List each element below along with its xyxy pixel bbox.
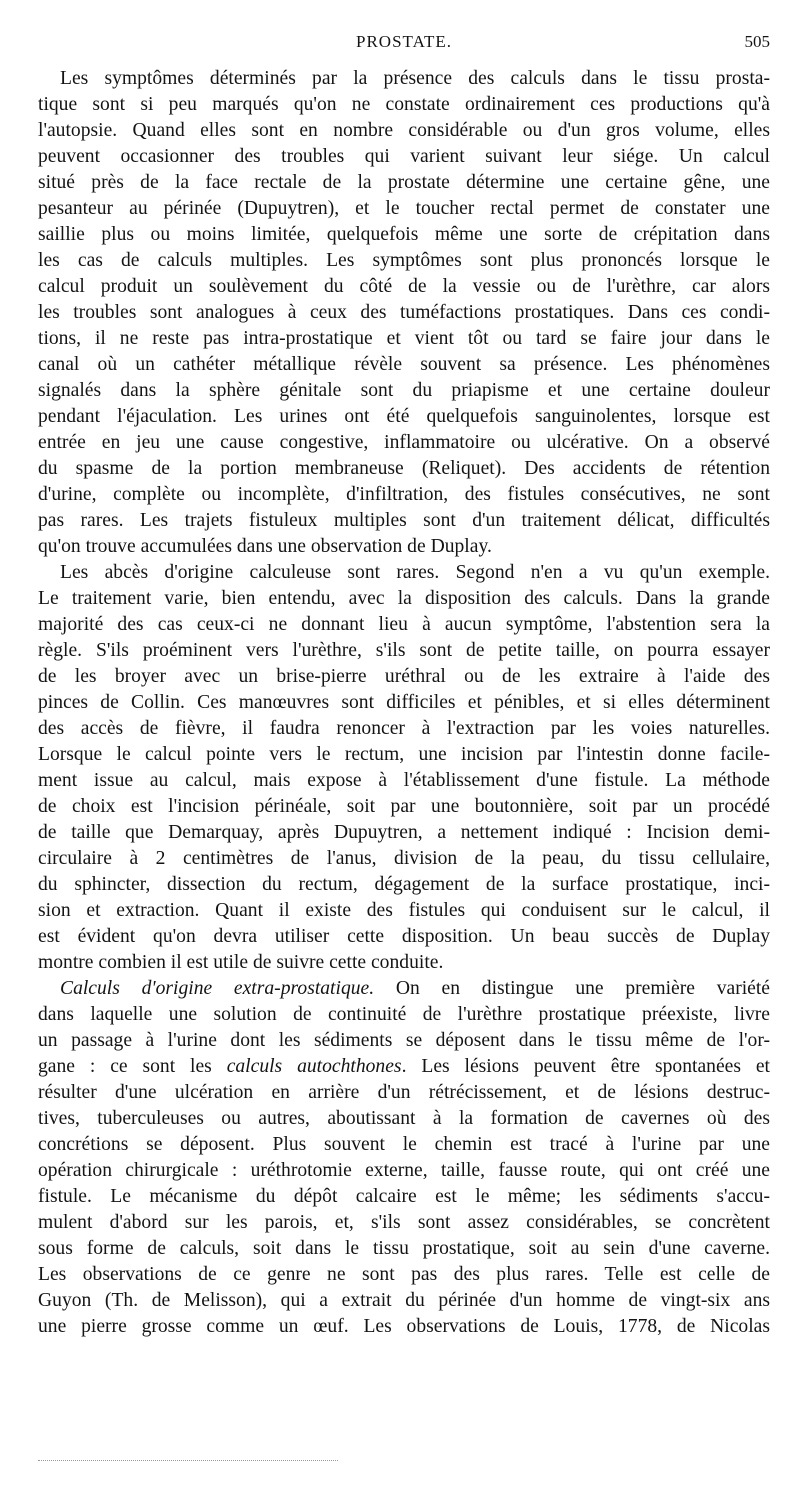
footer-dotted-rule [38, 1460, 338, 1463]
text-line: circulaire à 2 centimètres de l'anus, division de la peau, du tissu cellulaire, [38, 848, 770, 869]
text-line: dans laquelle une solution de continuité de l'urèthre prostatique préexiste, livre [38, 1004, 770, 1025]
text-line: un passage à l'urine dont les sédiments se déposent dans le tissu même de l'or- [38, 1030, 770, 1051]
text-line: du sphincter, dissection du rectum, dégagement de la surface prostatique, inci- [38, 874, 770, 895]
text-line: pas rares. Les trajets fistuleux multiples sont d'un traitement délicat, difficultés [38, 510, 770, 531]
section-heading: Calculs d'origine extra-prostatique. [60, 978, 375, 999]
text-line: du spasme de la portion membraneuse (Reliquet). Des accidents de rétention [38, 458, 770, 479]
term-line-start: gane : ce sont les [38, 1056, 212, 1077]
text-line: tives, tuberculeuses ou autres, aboutissant à la formation de cavernes où des [38, 1108, 770, 1129]
text-line: pesanteur au périnée (Dupuytren), et le toucher rectal permet de constater une [38, 198, 770, 219]
paragraph-symptoms [38, 66, 770, 560]
text-line: est évident qu'on devra utiliser cette disposition. Un beau succès de Duplay [38, 926, 770, 947]
text-line: Les symptômes déterminés par la présence des calculs dans le tissu prosta- [60, 68, 770, 89]
text-line: résulter d'une ulcération en arrière d'un rétrécissement, et de lésions destruc- [38, 1082, 770, 1103]
text-line: tique sont si peu marqués qu'on ne constate ordinairement ces productions qu'à [38, 94, 770, 115]
text-line: de les broyer avec un brise-pierre uréthral ou de les extraire à l'aide des [38, 666, 770, 687]
text-line: mulent d'abord sur les parois, et, s'ils sont assez considérables, se concrètent [38, 1212, 770, 1233]
italic-term: calculs autochthones [226, 1056, 402, 1077]
term-line-end: . Les lésions peuvent être spontanées et [401, 1056, 770, 1077]
text-line: concrétions se déposent. Plus souvent le chemin est tracé à l'urine par une [38, 1134, 770, 1155]
text-line: entrée en jeu une cause congestive, inflammatoire ou ulcérative. On a observé [38, 432, 770, 453]
book-page [38, 0, 770, 1494]
text-line: situé près de la face rectale de la prostate détermine une certaine gêne, une [38, 172, 770, 193]
text-line: les cas de calculs multiples. Les symptômes sont plus prononcés lorsque le [38, 250, 770, 271]
text-line: fistule. Le mécanisme du dépôt calcaire est le même; les sédiments s'accu- [38, 1186, 770, 1207]
text-line: peuvent occasionner des troubles qui varient suivant leur siége. Un calcul [38, 146, 770, 167]
running-head [38, 32, 770, 56]
text-line: Le traitement varie, bien entendu, avec la disposition des calculs. Dans la grande [38, 588, 770, 609]
text-line: qu'on trouve accumulées dans une observation de Duplay. [38, 536, 492, 557]
text-line: de taille que Demarquay, après Dupuytren, a nettement indiqué : Incision demi- [38, 822, 770, 843]
text-line: ment issue au calcul, mais expose à l'établissement d'une fistule. La méthode [38, 770, 770, 791]
text-line: des accès de fièvre, il faudra renoncer à l'extraction par les voies naturelles. [38, 718, 770, 739]
text-line: opération chirurgicale : uréthrotomie externe, taille, fausse route, qui ont créé une [38, 1160, 770, 1181]
paragraph-extra-prostatic-calculi [38, 976, 770, 1340]
running-title: PROSTATE. [356, 32, 452, 51]
page-number: 505 [744, 32, 770, 51]
text-line: pendant l'éjaculation. Les urines ont été quelquefois sanguinolentes, lorsque est [38, 406, 770, 427]
text-line: Les observations de ce genre ne sont pas des plus rares. Telle est celle de [38, 1264, 770, 1285]
text-line: calcul produit un soulèvement du côté de la vessie ou de l'urèthre, car alors [38, 276, 770, 297]
text-line: l'autopsie. Quand elles sont en nombre considérable ou d'un gros volume, elles [38, 120, 770, 141]
text-line: saillie plus ou moins limitée, quelquefois même une sorte de crépitation dans [38, 224, 770, 245]
text-line: Les abcès d'origine calculeuse sont rares. Segond n'en a vu qu'un exemple. [60, 562, 770, 583]
text-line: d'urine, complète ou incomplète, d'infiltration, des fistules consécutives, ne sont [38, 484, 770, 505]
text-line: montre combien il est utile de suivre cette conduite. [38, 952, 444, 973]
text-line: les troubles sont analogues à ceux des tuméfactions prostatiques. Dans ces condi- [38, 302, 770, 323]
text-line: majorité des cas ceux-ci ne donnant lieu à aucun symptôme, l'abstention sera la [38, 614, 770, 635]
text-line: tions, il ne reste pas intra-prostatique et vient tôt ou tard se faire jour dans le [38, 328, 770, 349]
text-line: Lorsque le calcul pointe vers le rectum, une incision par l'intestin donne facile- [38, 744, 770, 765]
text-line: pinces de Collin. Ces manœuvres sont difficiles et pénibles, et si elles déterminent [38, 692, 770, 713]
text-line: canal où un cathéter métallique révèle souvent sa présence. Les phénomènes [38, 354, 770, 375]
heading-line-rest: On en distingue une première variété [395, 978, 770, 999]
text-line: sous forme de calculs, soit dans le tissu prostatique, soit au sein d'une caverne. [38, 1238, 770, 1259]
text-line [38, 976, 770, 1002]
paragraph-treatment [38, 560, 770, 976]
body-text [38, 66, 770, 1340]
text-line: Guyon (Th. de Melisson), qui a extrait du périnée d'un homme de vingt-six ans [38, 1290, 770, 1311]
text-line: de choix est l'incision périnéale, soit par une boutonnière, soit par un procédé [38, 796, 770, 817]
text-line: sion et extraction. Quant il existe des fistules qui conduisent sur le calcul, il [38, 900, 770, 921]
text-line: signalés dans la sphère génitale sont du priapisme et une certaine douleur [38, 380, 770, 401]
text-line [38, 1054, 770, 1080]
text-line: règle. S'ils proéminent vers l'urèthre, s'ils sont de petite taille, on pourra essayer [38, 640, 770, 661]
text-line: une pierre grosse comme un œuf. Les observations de Louis, 1778, de Nicolas [38, 1316, 770, 1337]
